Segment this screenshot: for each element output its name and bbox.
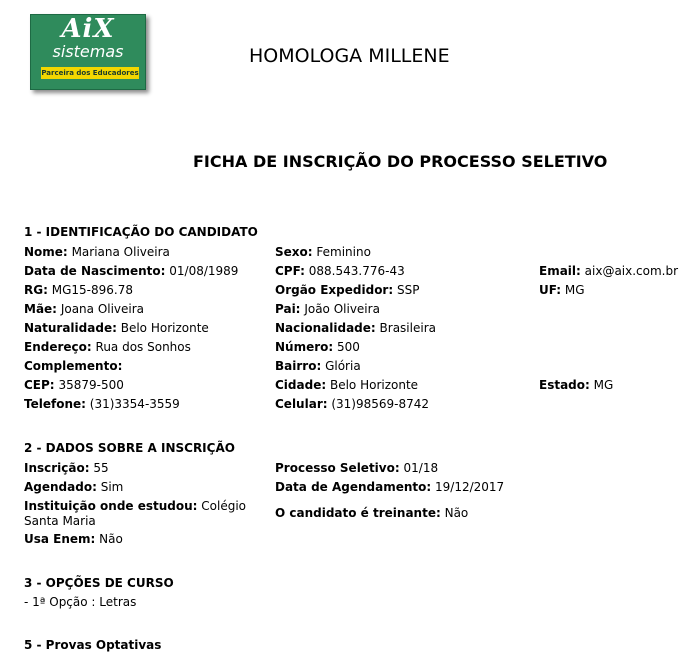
field-nome: Nome: Mariana Oliveira <box>24 245 170 259</box>
field-telefone: Telefone: (31)3354-3559 <box>24 397 180 411</box>
field-data-agendamento: Data de Agendamento: 19/12/2017 <box>275 480 505 494</box>
aix-logo <box>30 14 146 90</box>
field-bairro: Bairro: Glória <box>275 359 361 373</box>
section-inscricao-title: 2 - DADOS SOBRE A INSCRIÇÃO <box>24 441 235 455</box>
field-complemento: Complemento: <box>24 359 123 373</box>
field-cidade: Cidade: Belo Horizonte <box>275 378 419 392</box>
school-title: HOMOLOGA MILLENE <box>249 45 450 67</box>
section-identificacao-title: 1 - IDENTIFICAÇÃO DO CANDIDATO <box>24 225 258 239</box>
field-uf: UF: MG <box>539 283 585 297</box>
field-agendado: Agendado: Sim <box>24 480 124 494</box>
field-estado: Estado: MG <box>539 378 614 392</box>
section-provas-optativas-title: 5 - Provas Optativas <box>24 638 162 652</box>
field-endereco: Endereço: Rua dos Sonhos <box>24 340 191 354</box>
field-nacionalidade: Nacionalidade: Brasileira <box>275 321 436 335</box>
form-title: FICHA DE INSCRIÇÃO DO PROCESSO SELETIVO <box>193 152 608 171</box>
field-orgao-expedidor: Orgão Expedidor: SSP <box>275 283 420 297</box>
field-naturalidade: Naturalidade: Belo Horizonte <box>24 321 209 335</box>
field-email: Email: aix@aix.com.br <box>539 264 679 278</box>
field-processo-seletivo: Processo Seletivo: 01/18 <box>275 461 439 475</box>
field-data-nascimento: Data de Nascimento: 01/08/1989 <box>24 264 239 278</box>
field-sexo: Sexo: Feminino <box>275 245 371 259</box>
field-instituicao: Instituição onde estudou: Colégio Santa Maria <box>24 499 247 528</box>
field-treinante: O candidato é treinante: Não <box>275 506 469 520</box>
field-usa-enem: Usa Enem: Não <box>24 532 123 546</box>
logo-name: sistemas <box>52 42 124 61</box>
field-rg: RG: MG15-896.78 <box>24 283 133 297</box>
section-opcoes-curso-title: 3 - OPÇÕES DE CURSO <box>24 576 174 590</box>
field-pai: Pai: João Oliveira <box>275 302 380 316</box>
course-option-1: - 1ª Opção : Letras <box>24 595 137 609</box>
field-mae: Mãe: Joana Oliveira <box>24 302 145 316</box>
field-cep: CEP: 35879-500 <box>24 378 124 392</box>
logo-tagline: Parceira dos Educadores <box>41 69 139 77</box>
field-celular: Celular: (31)98569-8742 <box>275 397 430 411</box>
field-cpf: CPF: 088.543.776-43 <box>275 264 405 278</box>
logo-brand: AiX <box>61 14 115 44</box>
field-numero: Número: 500 <box>275 340 360 354</box>
field-inscricao: Inscrição: 55 <box>24 461 109 475</box>
